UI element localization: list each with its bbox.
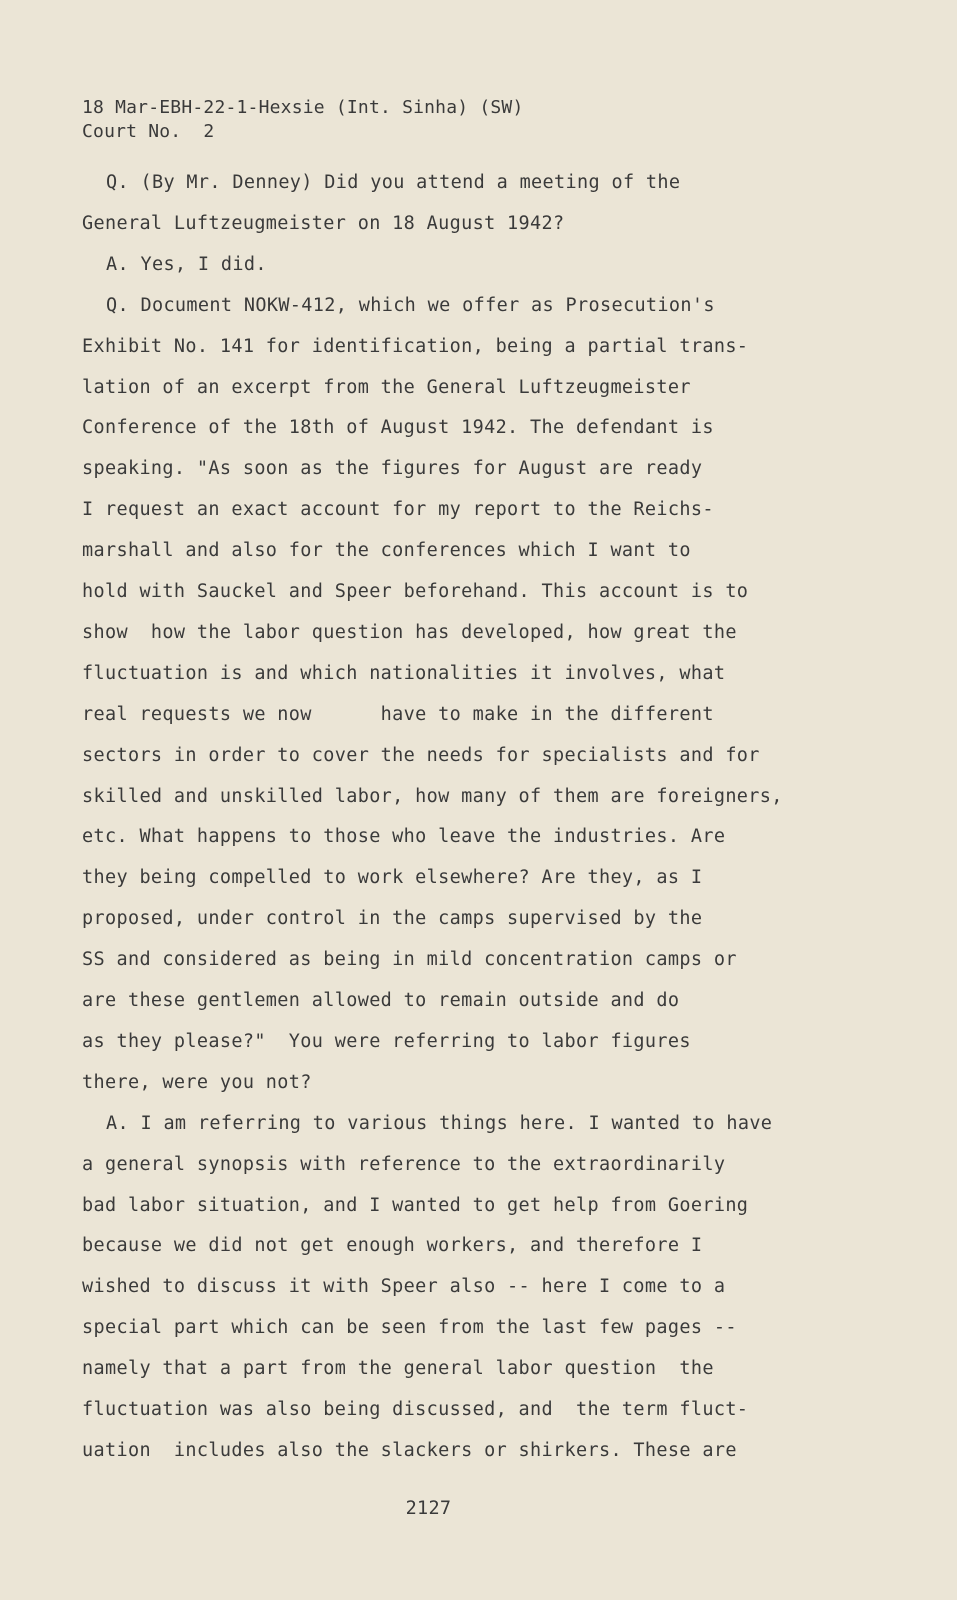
- transcript-line: uation includes also the slackers or shirkers. These are: [82, 1439, 737, 1461]
- transcript-line: skilled and unskilled labor, how many of them are foreigners,: [82, 785, 783, 807]
- header-reference: 18 Mar-EBH-22-1-Hexsie (Int. Sinha) (SW): [82, 97, 524, 118]
- transcript-line: show how the labor question has developed, how great the: [82, 621, 737, 643]
- transcript-line: A. I am referring to various things here. I wanted to have: [106, 1112, 773, 1134]
- transcript-line: hold with Sauckel and Speer beforehand. This account is to: [82, 581, 749, 602]
- transcript-line: wished to discuss it with Speer also -- here I come to a: [82, 1276, 726, 1298]
- transcript-line: SS and considered as being in mild concentration camps or: [82, 949, 737, 971]
- transcript-line: Q. Document NOKW-412, which we offer as Prosecution's: [106, 294, 715, 316]
- transcript-line: Q. (By Mr. Denney) Did you attend a meeting of the: [106, 172, 681, 193]
- transcript-line: as they please?" You were referring to labor figures: [82, 1030, 691, 1052]
- transcript-line: Exhibit No. 141 for identification, being a partial trans-: [82, 335, 749, 357]
- transcript-line: Conference of the 18th of August 1942. The defendant is: [82, 417, 714, 439]
- transcript-line: they being compelled to work elsewhere? Are they, as I: [82, 867, 703, 889]
- transcript-line: real requests we now have to make in the different: [82, 703, 714, 725]
- transcript-line: marshall and also for the conferences which I want to: [82, 540, 691, 562]
- transcript-line: are these gentlemen allowed to remain outside and do: [82, 990, 680, 1011]
- transcript-line: fluctuation was also being discussed, and the term fluct-: [82, 1399, 749, 1420]
- transcript-line: fluctuation is and which nationalities it involves, what: [82, 662, 726, 684]
- transcript-line: because we did not get enough workers, and therefore I: [82, 1235, 703, 1257]
- transcript-line: speaking. "As soon as the figures for August are ready: [82, 458, 703, 480]
- transcript-line: etc. What happens to those who leave the industries. Are: [82, 826, 726, 848]
- transcript-line: namely that a part from the general labor question the: [82, 1358, 714, 1380]
- transcript-line: sectors in order to cover the needs for specialists and for: [82, 744, 760, 766]
- transcript-line: lation of an excerpt from the General Luftzeugmeister: [82, 376, 691, 398]
- transcript-line: General Luftzeugmeister on 18 August 1942?: [82, 212, 565, 234]
- transcript-line: there, were you not?: [82, 1071, 312, 1093]
- transcript-line: bad labor situation, and I wanted to get help from Goering: [82, 1194, 749, 1216]
- header-court: Court No. 2: [82, 121, 215, 142]
- header: [82, 96, 523, 144]
- transcript-line: proposed, under control in the camps supervised by the: [82, 908, 703, 930]
- transcript-line: a general synopsis with reference to the extraordinarily: [82, 1153, 726, 1175]
- page-number: 2127: [405, 1498, 452, 1519]
- transcript-line: special part which can be seen from the last few pages --: [82, 1317, 737, 1339]
- transcript-line: A. Yes, I did.: [106, 253, 267, 275]
- transcript-line: I request an exact account for my report to the Reichs-: [82, 499, 714, 521]
